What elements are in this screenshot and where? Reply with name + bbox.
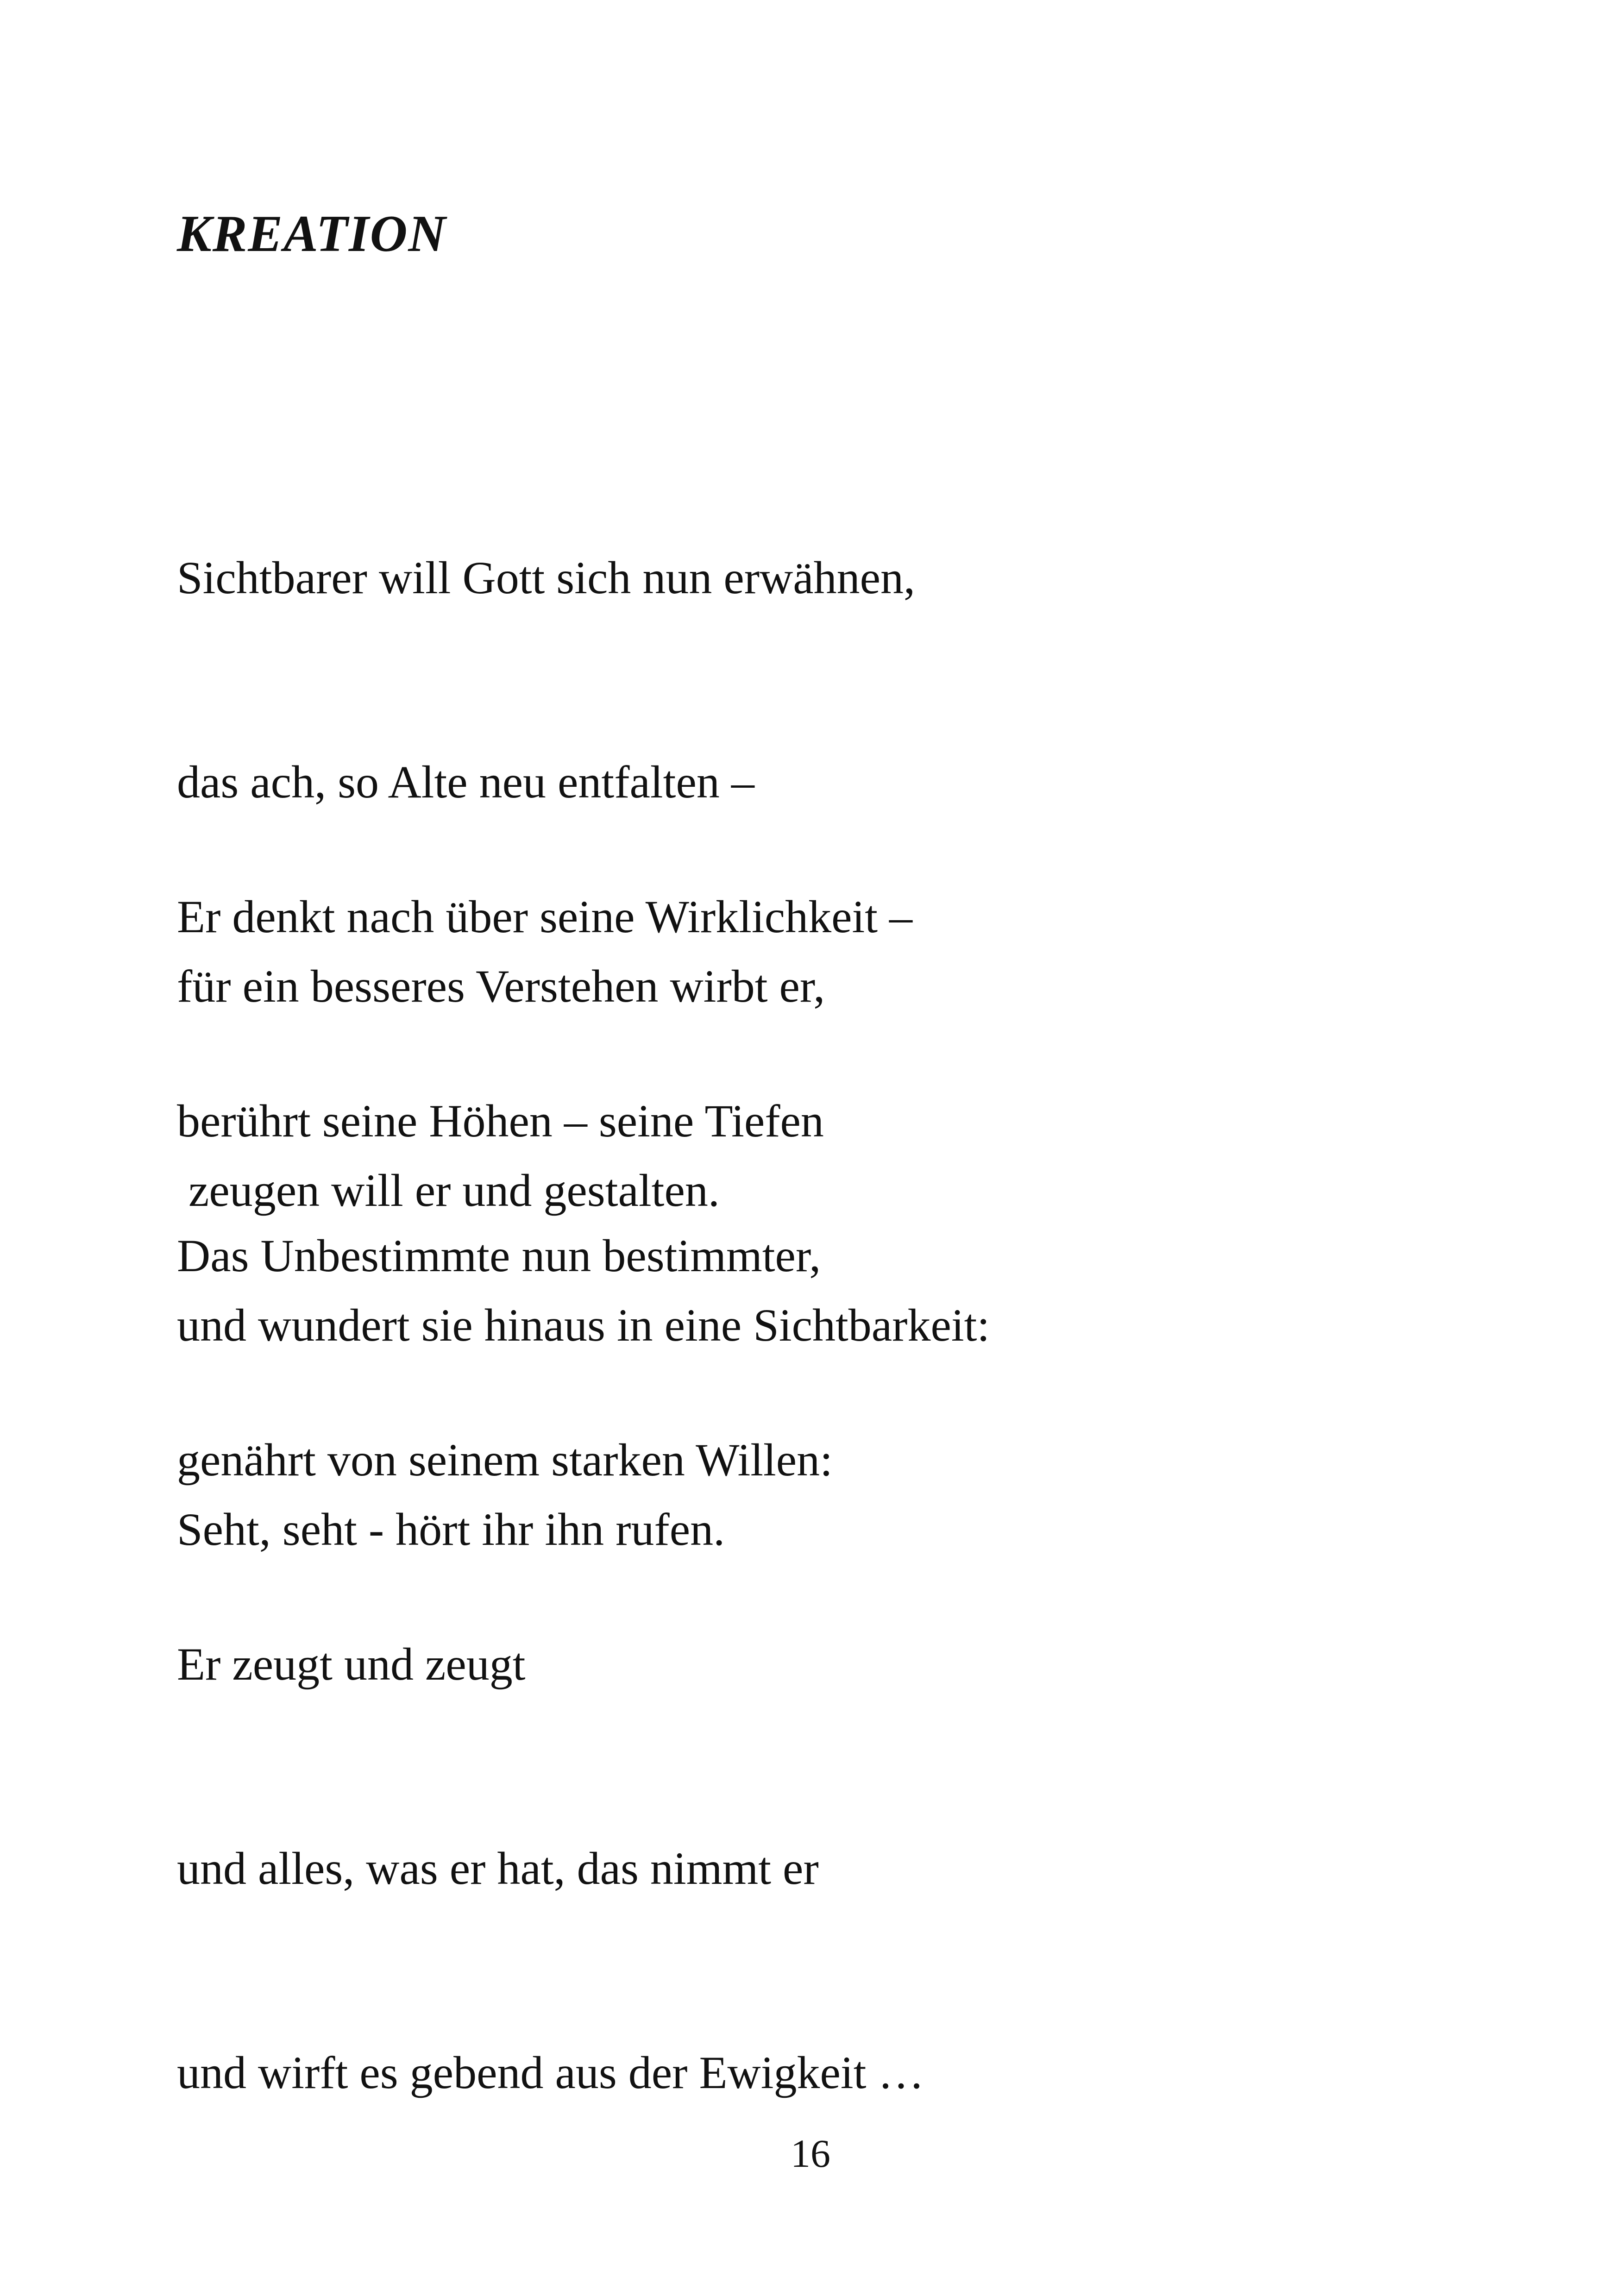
- poem-line: Seht, seht - hört ihr ihn rufen.: [177, 1504, 725, 1555]
- poem-line: und wundert sie hinaus in eine Sichtbarkeit:: [177, 1299, 990, 1351]
- poem-line: Das Unbestimmte nun bestimmter,: [177, 1230, 821, 1281]
- poem-line: Sichtbarer will Gott sich nun erwähnen,: [177, 552, 916, 603]
- poem-line: und wirft es gebend aus der Ewigkeit …: [177, 2047, 924, 2098]
- poem-line: berührt seine Höhen – seine Tiefen: [177, 1095, 824, 1147]
- stanza-3: [177, 1085, 924, 2243]
- poem-line: und alles, was er hat, das nimmt er: [177, 1843, 819, 1894]
- poem-line: zeugen will er und gestalten.: [177, 1165, 720, 1216]
- poem-line: genährt von seinem starken Willen:: [177, 1434, 833, 1486]
- poem-line: Er zeugt und zeugt: [177, 1638, 526, 1690]
- poem-line: das ach, so Alte neu entfalten –: [177, 756, 754, 808]
- poem-title: KREATION: [177, 205, 447, 263]
- page-number: 16: [791, 2131, 830, 2176]
- poem-line: Er denkt nach über seine Wirklichkeit –: [177, 891, 913, 942]
- poem-line: für ein besseres Verstehen wirbt er,: [177, 960, 825, 1012]
